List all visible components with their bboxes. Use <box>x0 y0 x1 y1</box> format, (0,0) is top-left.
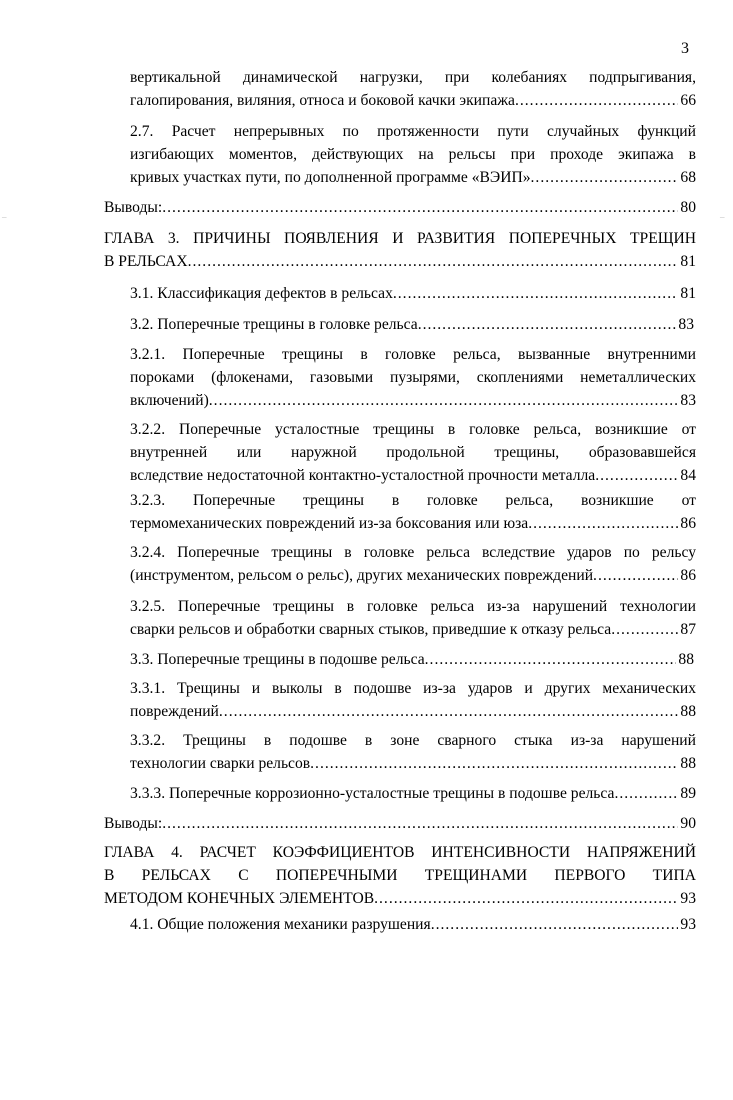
toc-entry-page: 83 <box>678 316 694 333</box>
toc-entry-line: внутренней или наружной продольной трещины, образовавшейся <box>130 444 696 461</box>
toc-entry-title: 3.3. Поперечные трещины в подошве рельса <box>130 651 425 668</box>
toc-entry-line: 3.3.2. Трещины в подошве в зоне сварного стыка из-за нарушений <box>130 732 696 749</box>
toc-entry-last-line <box>130 700 696 723</box>
toc-entry-last-line <box>130 464 696 487</box>
toc-entry <box>130 282 696 305</box>
toc-entry-last-line <box>130 782 696 805</box>
dot-leader <box>593 564 678 587</box>
toc-entry-page: 88 <box>680 755 696 772</box>
dot-leader <box>531 166 679 189</box>
toc-entry-last-line <box>104 887 696 910</box>
toc-entry-title: повреждений <box>130 703 219 720</box>
toc-entry-last-line <box>104 196 696 219</box>
toc-entry-last-line <box>130 389 696 412</box>
toc-entry-page: 90 <box>680 815 696 832</box>
toc-entry-page: 68 <box>680 169 696 186</box>
toc-entry-last-line <box>104 812 696 835</box>
toc-chapter-heading <box>104 841 696 910</box>
toc-entry-last-line <box>130 313 694 336</box>
toc-entry-last-line <box>130 166 696 189</box>
dot-leader <box>310 752 678 775</box>
toc-entry-page: 81 <box>680 285 696 302</box>
toc-entry <box>130 782 696 805</box>
toc-entry-line: 3.2.1. Поперечные трещины в головке рельса, вызванные внутренними <box>130 346 696 363</box>
toc-entry-line: пороками (флокенами, газовыми пузырями, скоплениями неметаллических <box>130 369 696 386</box>
toc-entry-title: 3.3.3. Поперечные коррозионно-усталостные трещины в подошве рельса <box>130 785 615 802</box>
toc-entry-line: изгибающих моментов, действующих на рельсы при проходе экипажа в <box>130 146 696 163</box>
toc-entry-page: 88 <box>680 703 696 720</box>
toc-entry-page: 66 <box>680 92 696 109</box>
dot-leader <box>418 313 677 336</box>
toc-entry-page: 86 <box>680 567 696 584</box>
dot-leader <box>219 700 679 723</box>
toc-entry-page: 86 <box>680 515 696 532</box>
toc-entry-last-line <box>130 648 694 671</box>
toc-entry <box>130 913 696 936</box>
dot-leader <box>515 89 678 112</box>
toc-entry-line: 3.2.2. Поперечные усталостные трещины в головке рельса, возникшие от <box>130 421 696 438</box>
dot-leader <box>611 618 678 641</box>
toc-entry-page: 93 <box>680 916 696 933</box>
toc-entry-title: термомеханических повреждений из-за боксования или юза <box>130 515 529 532</box>
toc-entry <box>130 677 696 723</box>
toc-entry-line: 3.2.5. Поперечные трещины в головке рельса из-за нарушений технологии <box>130 598 696 615</box>
toc-entry <box>130 343 696 412</box>
toc-entry-title: 3.2. Поперечные трещины в головке рельса <box>130 316 418 333</box>
toc-entry-line: вертикальной динамической нагрузки, при колебаниях подпрыгивания, <box>130 69 696 86</box>
toc-entry-title: В РЕЛЬСАХ <box>104 253 188 270</box>
toc-entry <box>130 729 696 775</box>
toc-entry-title: вследствие недостаточной контактно-усталостной прочности металла <box>130 467 596 484</box>
toc-entry-page: 89 <box>680 785 696 802</box>
toc-entry-line: ГЛАВА 4. РАСЧЕТ КОЭФФИЦИЕНТОВ ИНТЕНСИВНОСТИ НАПРЯЖЕНИЙ <box>104 844 696 861</box>
toc-entry <box>130 120 696 189</box>
scan-artifact: – <box>2 212 7 222</box>
toc-entry-last-line <box>130 618 696 641</box>
dot-leader <box>595 464 678 487</box>
toc-entry-page: 87 <box>680 621 696 638</box>
dot-leader <box>162 196 678 219</box>
scan-artifact: – <box>720 212 725 222</box>
toc-entry <box>130 418 696 487</box>
toc-entry <box>130 489 696 535</box>
toc-entry-page: 83 <box>680 392 696 409</box>
toc-entry-last-line <box>130 89 696 112</box>
toc-entry-line: 3.2.3. Поперечные трещины в головке рельса, возникшие от <box>130 492 696 509</box>
dot-leader <box>614 782 678 805</box>
toc-entry <box>130 66 696 112</box>
toc-entry <box>130 541 696 587</box>
toc-entry-title: Выводы: <box>104 199 163 216</box>
dot-leader <box>374 887 678 910</box>
toc-entry-title: кривых участках пути, по дополненной программе «ВЭИП» <box>130 169 531 186</box>
dot-leader <box>209 389 679 412</box>
toc-entry-title: (инструментом, рельсом о рельс), других механических повреждений <box>130 567 594 584</box>
toc-entry <box>104 196 696 219</box>
toc-entry-last-line <box>104 250 696 273</box>
toc-entry-line: ГЛАВА 3. ПРИЧИНЫ ПОЯВЛЕНИЯ И РАЗВИТИЯ ПОПЕРЕЧНЫХ ТРЕЩИН <box>104 230 696 247</box>
toc-entry-page: 80 <box>680 199 696 216</box>
dot-leader <box>431 913 679 936</box>
toc-entry-last-line <box>130 564 696 587</box>
dot-leader <box>425 648 677 671</box>
toc-entry-last-line <box>130 752 696 775</box>
toc-entry-page: 93 <box>680 890 696 907</box>
toc-entry-title: технологии сварки рельсов <box>130 755 311 772</box>
toc-entry-line: 2.7. Расчет непрерывных по протяженности пути случайных функций <box>130 123 696 140</box>
toc-entry <box>130 313 694 336</box>
toc-entry <box>130 648 694 671</box>
toc-entry-last-line <box>130 913 696 936</box>
toc-entry-last-line <box>130 282 696 305</box>
dot-leader <box>188 250 679 273</box>
toc-entry-page: 84 <box>680 467 696 484</box>
toc-entry <box>104 812 696 835</box>
toc-entry-title: включений) <box>130 392 209 409</box>
toc-entry-title: МЕТОДОМ КОНЕЧНЫХ ЭЛЕМЕНТОВ <box>104 890 375 907</box>
toc-entry-title: сварки рельсов и обработки сварных стыков, приведшие к отказу рельса <box>130 621 612 638</box>
toc-entry-title: галопирования, виляния, относа и боковой качки экипажа <box>130 92 515 109</box>
toc-entry-title: 4.1. Общие положения механики разрушения <box>130 916 431 933</box>
dot-leader <box>528 512 678 535</box>
toc-entry <box>130 595 696 641</box>
dot-leader <box>162 812 678 835</box>
toc-entry-line: 3.3.1. Трещины и выколы в подошве из-за ударов и других механических <box>130 680 696 697</box>
dot-leader <box>393 282 679 305</box>
toc-chapter-heading <box>104 227 696 273</box>
toc-entry-line: В РЕЛЬСАХ С ПОПЕРЕЧНЫМИ ТРЕЩИНАМИ ПЕРВОГО ТИПА <box>104 867 696 884</box>
page-number: 3 <box>681 40 689 57</box>
toc-entry-title: 3.1. Классификация дефектов в рельсах <box>130 285 393 302</box>
toc-entry-title: Выводы: <box>104 815 163 832</box>
toc-entry-page: 88 <box>678 651 694 668</box>
toc-entry-page: 81 <box>680 253 696 270</box>
toc-entry-line: 3.2.4. Поперечные трещины в головке рельса вследствие ударов по рельсу <box>130 544 696 561</box>
toc-entry-last-line <box>130 512 696 535</box>
